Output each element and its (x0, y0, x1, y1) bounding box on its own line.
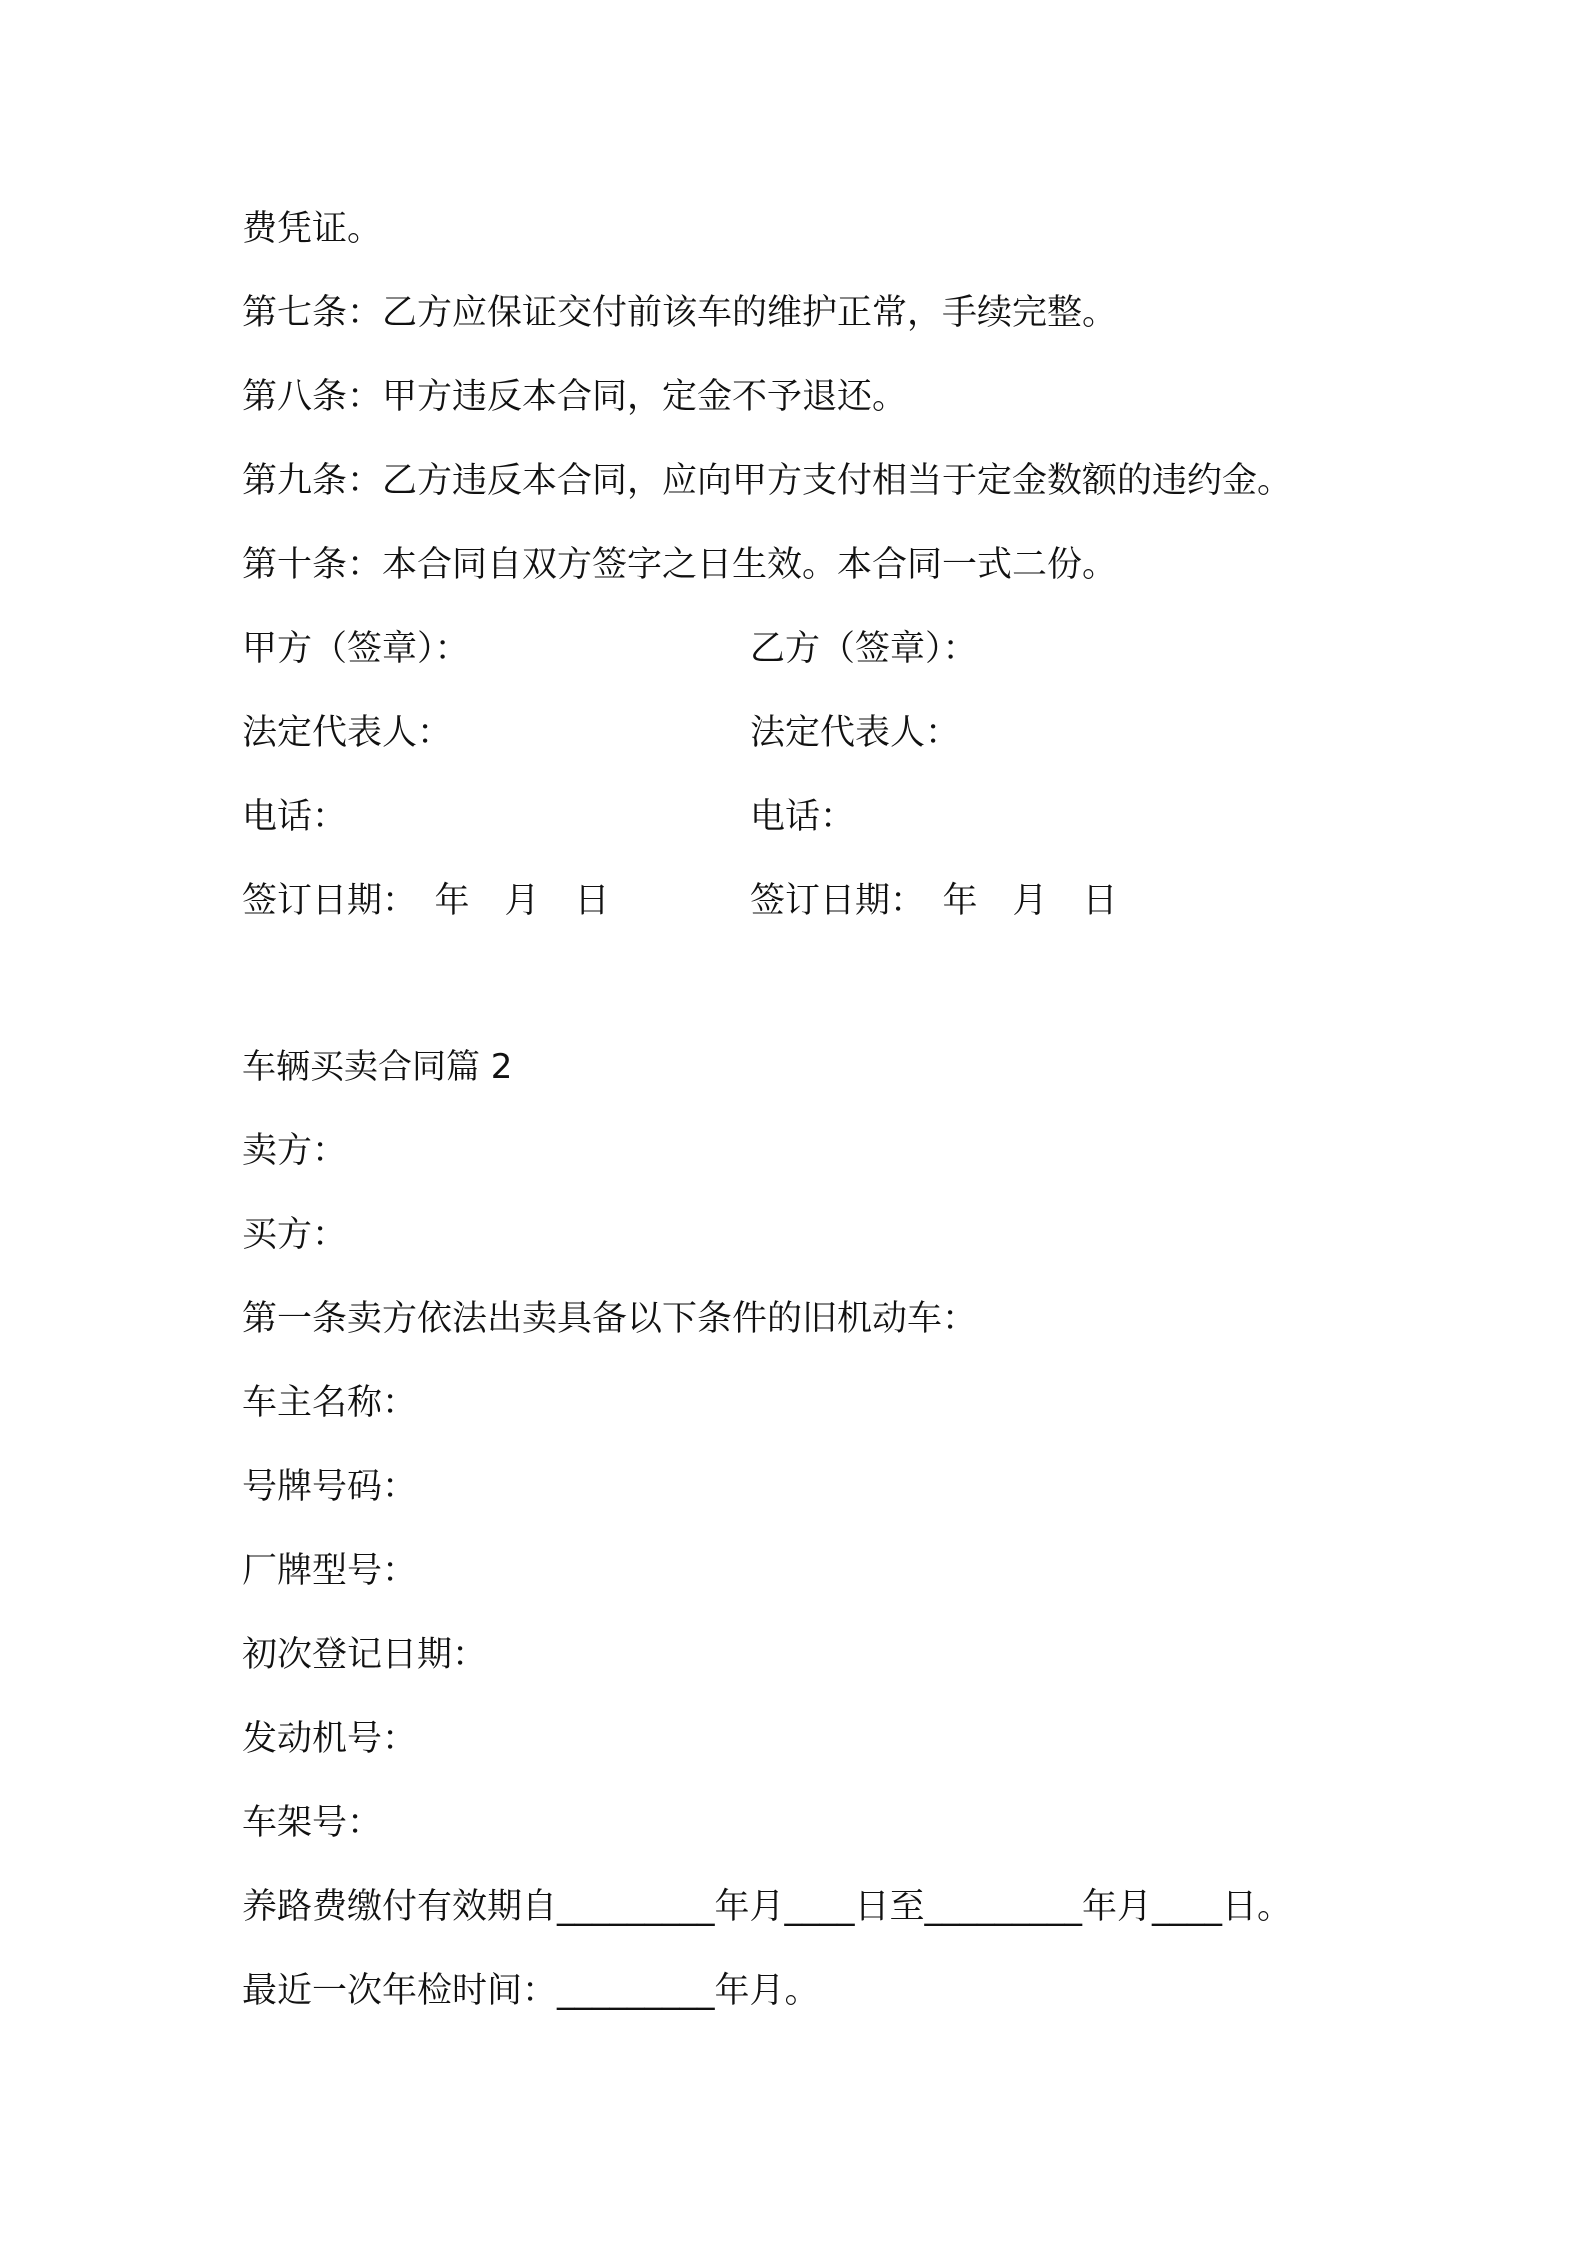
article-10: 第十条：本合同自双方签字之日生效。本合同一式二份。 (242, 545, 1118, 585)
road-fee-period-field: 养路费缴付有效期自_________年月____日至_________年月____日。 (242, 1887, 1293, 1927)
buyer-line: 买方： (242, 1215, 348, 1255)
brand-model-field: 厂牌型号： (242, 1551, 418, 1591)
party-b-phone: 电话： (750, 797, 856, 837)
engine-number-field: 发动机号： (242, 1719, 418, 1759)
last-inspection-field: 最近一次年检时间：_________年月。 (242, 1971, 820, 2011)
party-a-sign-date: 签订日期： 年 月 日 (242, 881, 610, 921)
seller-line: 卖方： (242, 1131, 348, 1171)
owner-name-field: 车主名称： (242, 1383, 418, 1423)
article-9: 第九条：乙方违反本合同，应向甲方支付相当于定金数额的违约金。 (242, 461, 1293, 501)
party-a-representative: 法定代表人： (242, 713, 453, 753)
frame-number-field: 车架号： (242, 1803, 383, 1843)
party-a-phone: 电话： (242, 797, 348, 837)
continuation-text: 费凭证。 (242, 209, 383, 249)
party-b-seal: 乙方（签章）： (750, 629, 978, 669)
first-registration-field: 初次登记日期： (242, 1635, 488, 1675)
contract-2-title: 车辆买卖合同篇 2 (242, 1047, 513, 1087)
contract-2-article-1: 第一条卖方依法出卖具备以下条件的旧机动车： (242, 1299, 978, 1339)
party-b-sign-date: 签订日期： 年 月 日 (750, 881, 1118, 921)
party-b-representative: 法定代表人： (750, 713, 961, 753)
article-8: 第八条：甲方违反本合同，定金不予退还。 (242, 377, 908, 417)
plate-number-field: 号牌号码： (242, 1467, 418, 1507)
article-7: 第七条：乙方应保证交付前该车的维护正常，手续完整。 (242, 293, 1118, 333)
party-a-seal: 甲方（签章）： (242, 629, 470, 669)
